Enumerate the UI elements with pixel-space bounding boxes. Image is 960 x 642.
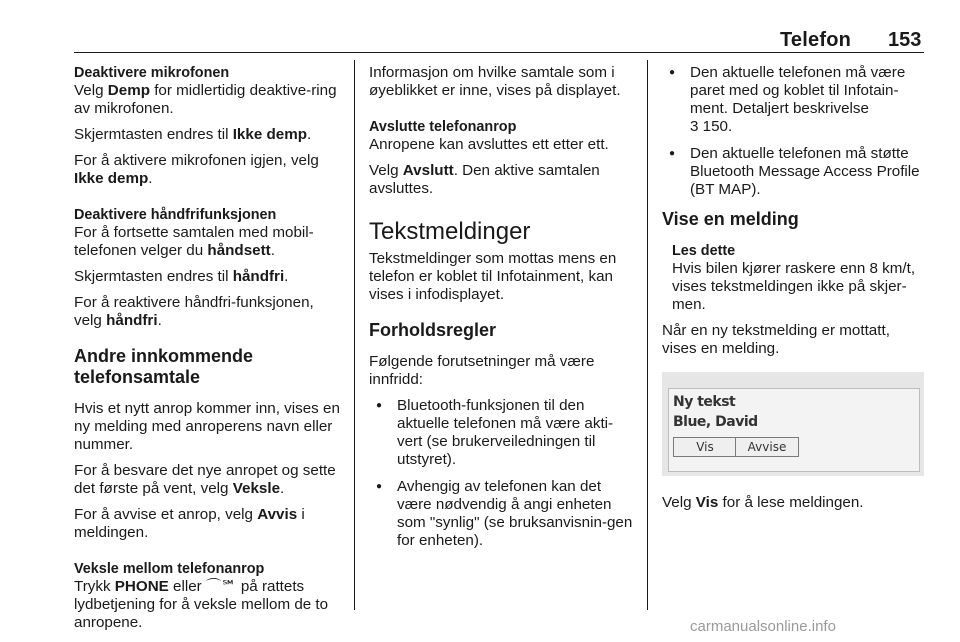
view-button[interactable]: Vis	[673, 437, 737, 457]
heading-handsfree-off: Deaktivere håndfrifunksjonen	[74, 207, 277, 223]
para-handset: For å fortsette samtalen med mobil-telefonen velger du håndsett.	[74, 224, 314, 259]
message-popup	[668, 388, 920, 472]
note-box	[672, 242, 928, 314]
header-rule	[74, 52, 924, 53]
section-view-message: Vise en melding	[662, 209, 799, 229]
column-2	[369, 64, 637, 559]
column-3	[662, 64, 928, 520]
reject-button[interactable]: Avvise	[735, 437, 799, 457]
para-switch: Trykk PHONE eller ⌒℠ på rattets lydbetjening for å veksle mellom de to anropene.	[74, 578, 329, 631]
button-ref-demp: Demp	[107, 82, 150, 99]
chapter-title: Telefon	[780, 29, 852, 51]
para-answer: For å besvare det nye anropet og sette det første på vent, velg Veksle.	[74, 462, 336, 497]
display-screenshot	[662, 372, 924, 476]
footer-watermark: carmanualsonline.info	[690, 618, 836, 635]
page-ref: 3 150.	[690, 118, 733, 135]
popup-sender: Blue, David	[673, 414, 758, 430]
requirements-list-cont	[662, 64, 928, 199]
para-new-message: Når en ny tekstmelding er mottatt, vises en melding.	[662, 322, 890, 357]
para-view: Velg Vis for å lese meldingen.	[662, 494, 864, 511]
para-text-intro: Tekstmeldinger som mottas mens en telefon er koblet til Infotainment, kan vises i infodisplayet.	[369, 250, 617, 303]
list-item: ● Den aktuelle telefonen må støtte Bluetooth Message Access Profile (BT MAP).	[662, 145, 928, 199]
para-handsfree-on: For å reaktivere håndfri-funksjonen, velg håndfri.	[74, 294, 314, 329]
section-text-messages: Tekstmeldinger	[369, 218, 531, 245]
page-header	[0, 0, 960, 52]
para-end-select: Velg Avslutt. Den aktive samtalen avsluttes.	[369, 162, 600, 197]
list-item: ● Bluetooth-funksjonen til den aktuelle telefonen må være akti-vert (se brukerveiledningen til utstyret).	[369, 397, 637, 469]
para-unmute: For å aktivere mikrofonen igjen, velg Ikke demp.	[74, 152, 319, 187]
phone-symbol-icon: ⌒℠	[205, 578, 237, 595]
popup-title: Ny tekst	[673, 394, 736, 410]
para-mute: Velg Demp for midlertidig deaktive-ring av mikrofonen.	[74, 82, 337, 117]
column-divider-1	[354, 60, 355, 610]
para-new-call: Hvis et nytt anrop kommer inn, vises en ny melding med anroperens navn eller nummer.	[74, 400, 340, 453]
column-divider-2	[647, 60, 648, 610]
heading-switch-calls: Veksle mellom telefonanrop	[74, 561, 265, 577]
para-softkey-demp: Skjermtasten endres til Ikke demp.	[74, 126, 312, 143]
note-text: Hvis bilen kjører raskere enn 8 km/t, vises tekstmeldingen ikke på skjer-men.	[672, 260, 916, 313]
list-item: ● Avhengig av telefonen kan det være nødvendig å angi enheten som "synlig" (se bruksanvisnin-gen for enheten).	[369, 478, 637, 550]
page-number: 153	[888, 29, 922, 51]
list-item: ● Den aktuelle telefonen må være paret med og koblet til Infotain-ment. Detaljert beskrivelse 3 150.	[662, 64, 928, 136]
column-1	[74, 64, 342, 640]
note-title: Les dette	[672, 243, 736, 259]
section-other-calls: Andre innkommende telefonsamtale	[74, 346, 254, 387]
requirements-list	[369, 397, 637, 550]
para-call-info: Informasjon om hvilke samtale som i øyeblikket er inne, vises på displayet.	[369, 64, 621, 99]
para-reject: For å avvise et anrop, velg Avvis i meldingen.	[74, 506, 305, 541]
section-precautions: Forholdsregler	[369, 320, 497, 340]
heading-end-call: Avslutte telefonanrop	[369, 119, 517, 135]
para-requirements: Følgende forutsetninger må være innfridd:	[369, 353, 595, 388]
para-end-one: Anropene kan avsluttes ett etter ett.	[369, 136, 609, 153]
heading-mute-mic: Deaktivere mikrofonen	[74, 65, 230, 81]
para-softkey-handsfree: Skjermtasten endres til håndfri.	[74, 268, 289, 285]
